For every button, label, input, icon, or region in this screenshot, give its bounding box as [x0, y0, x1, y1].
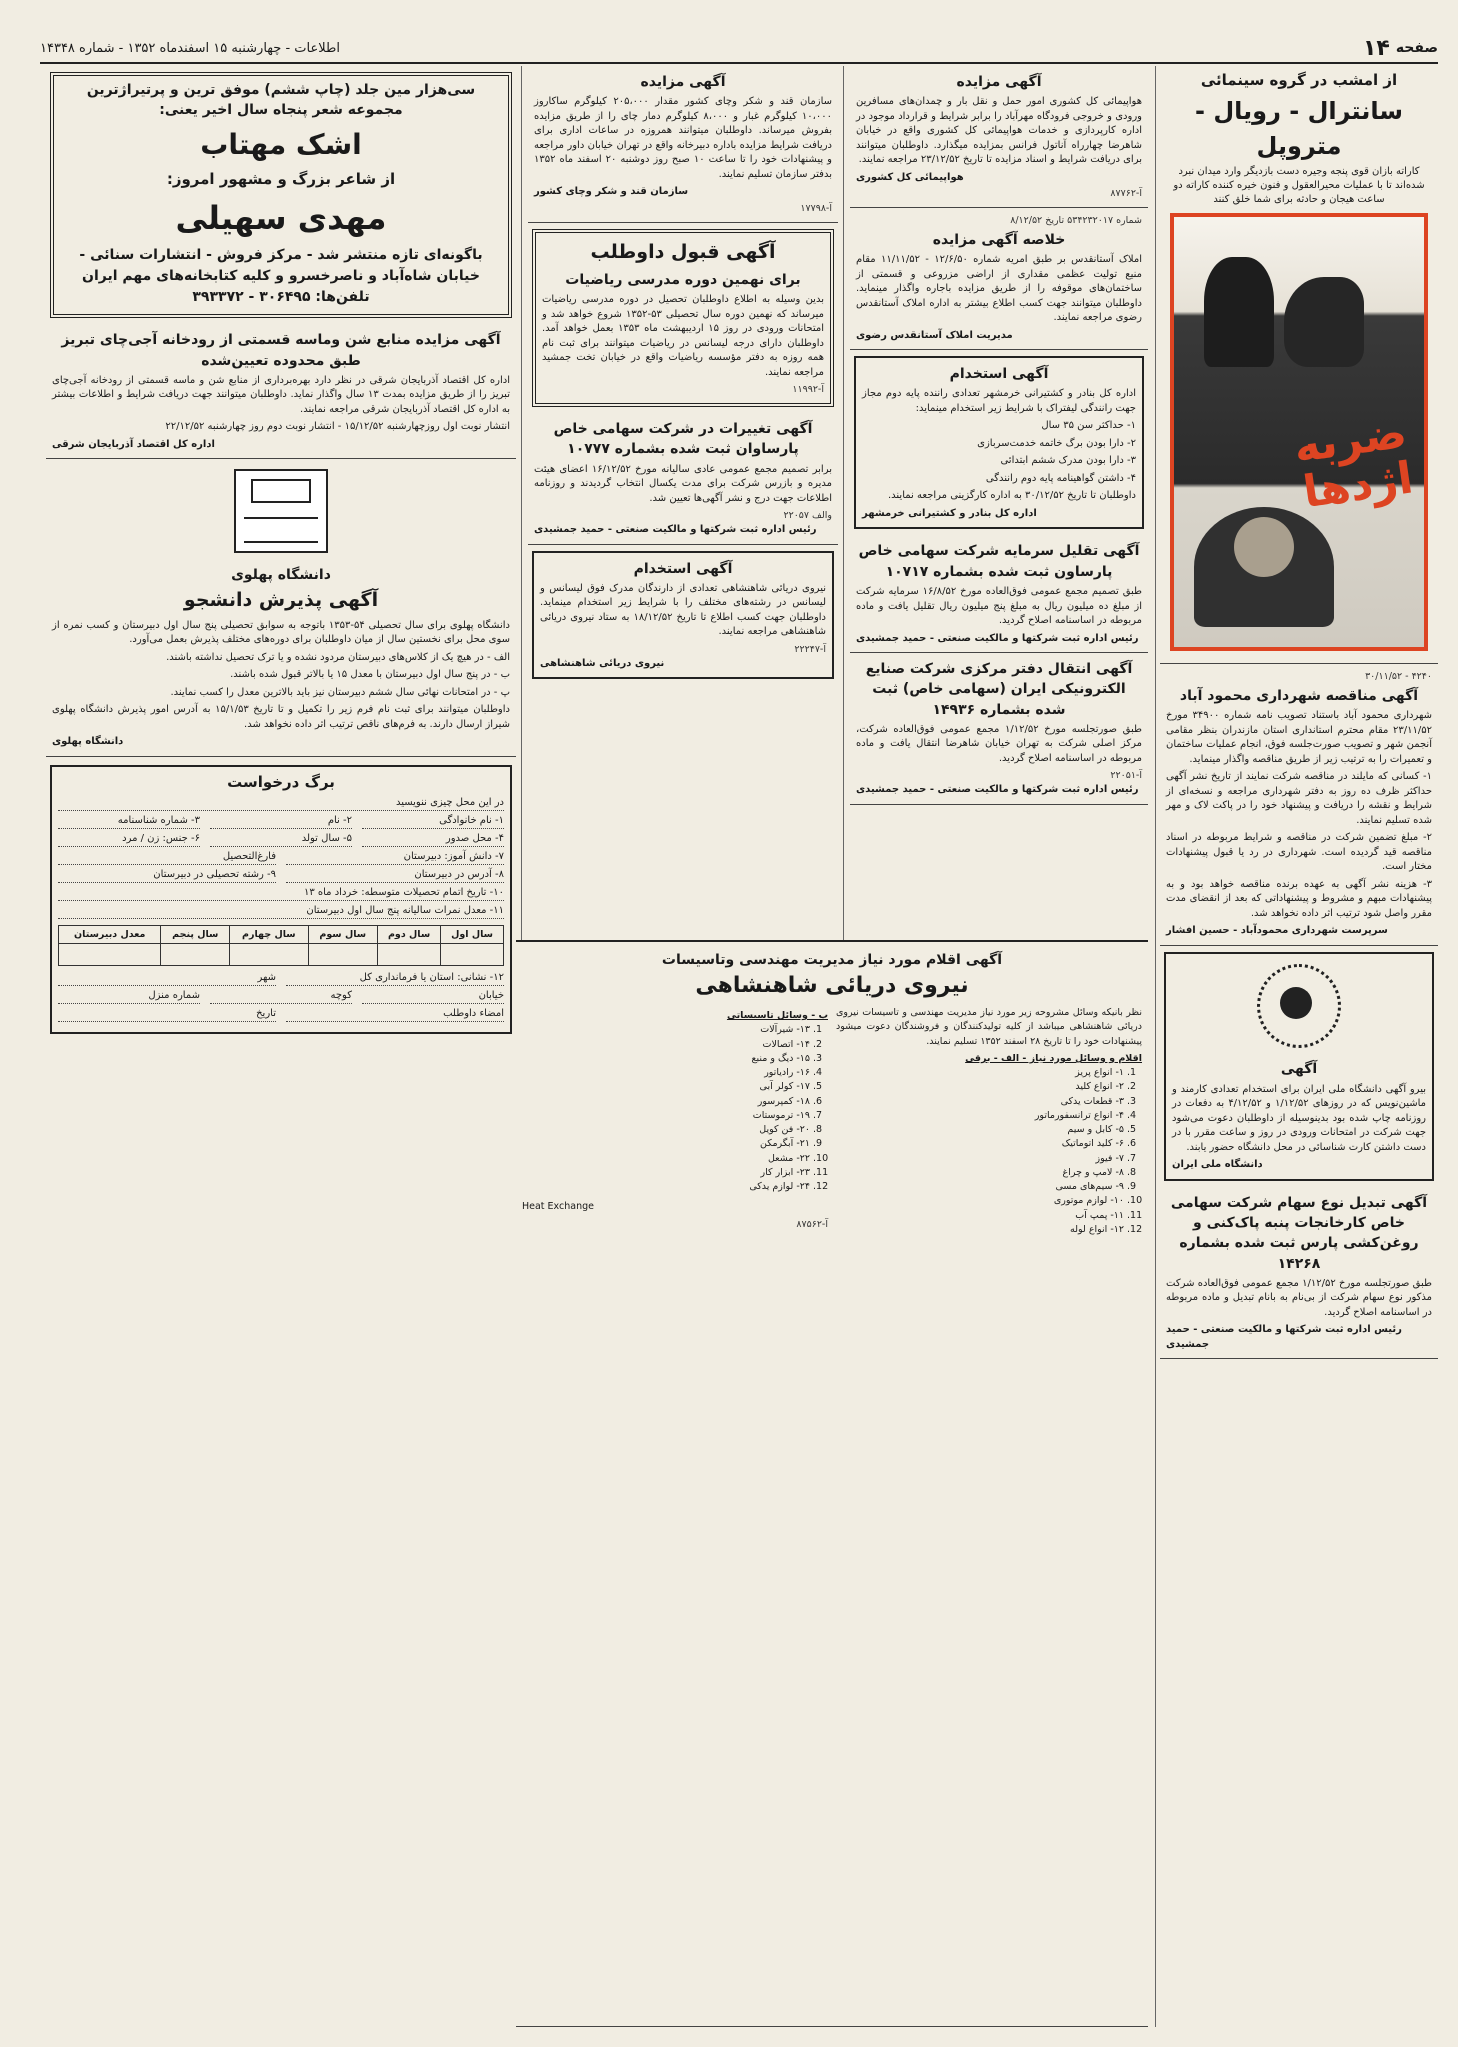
list-item: 5. ۱۷- کولر آبی	[522, 1080, 810, 1094]
list-item: ۳- دارا بودن مدرک ششم ابتدائی	[1000, 455, 1136, 467]
ad-title: آگهی انتقال دفتر مرکزی شرکت صنایع الکترونیکی ایران (سهامی خاص) ثبت شده بشماره ۱۴۹۳۶	[865, 661, 1133, 718]
ad-signature: رئیس اداره ثبت شرکتها و مالکیت صنعتی - حمید جمشیدی	[856, 784, 1139, 796]
ad-body: نظر بانیکه وسائل مشروحه زیر مورد نیاز مدیریت مهندسی و تاسیسات نیروی دریائی شاهنشاهی میباشد از کلیه تولیدکنندگان و فروشندگان دعوت میشود پیشنهادات خود را تا تاریخ ۲۸ اسفند ۱۳۵۲ تسلیم نمایند.	[836, 1007, 1142, 1047]
book-sales: باگونه‌ای تازه منتشر شد - مرکز فروش - انتشارات سنائی - خیابان شاه‌آباد و ناصرخسرو و کلیه کتابخانه‌های مهم ایران	[79, 247, 483, 285]
ad-ref: آ-۱۷۷۹۸	[800, 202, 832, 214]
book-ad	[50, 72, 512, 318]
grades-header: سال اول	[441, 925, 504, 943]
list-item: 1. ۱- انواع پریز	[836, 1066, 1124, 1080]
ad-signature: دانشگاه ملی ایران	[1172, 1159, 1263, 1171]
list-item: 7. ۱۹- ترموستات	[522, 1109, 810, 1123]
math-school-ad	[532, 229, 834, 408]
list-item: 10. ۱۰- لوازم موتوری	[836, 1194, 1124, 1208]
street-field[interactable]: خیابان	[362, 990, 504, 1004]
ad-ref: آ-۱۱۹۹۲	[792, 384, 824, 396]
ad-signature: رئیس اداره ثبت شرکتها و مالکیت صنعتی - حمید جمشیدی	[856, 632, 1139, 644]
list-item: 4. ۱۶- رادیاتور	[522, 1066, 810, 1080]
ad-signature: مدیریت املاک آستانقدس رضوی	[856, 329, 1013, 341]
ad-body: الف - در هیچ یک از کلاس‌های دبیرستان مردود نشده و یا ترک تحصیل نداشته باشند.	[166, 651, 510, 663]
grades-table	[58, 925, 504, 966]
ad-body: طبق صورتجلسه مورخ ۱/۱۲/۵۲ مجمع عمومی فوق‌العاده شرکت، مرکز اصلی شرکت به تهران خیابان شاهرضا انتقال یافت و ماده مربوطه در اساسنامه اصلاح گردید.	[856, 723, 1142, 764]
house-number-field[interactable]: شماره منزل	[58, 990, 200, 1004]
grade-cell[interactable]	[308, 943, 377, 965]
list-item: 5. ۵- کابل و سیم	[836, 1123, 1124, 1137]
ad-body: هواپیمائی کل کشوری امور حمل و نقل بار و چمدان‌های مسافرین ورودی و خروجی فرودگاه مهرآباد را برابر شرایط و قرارداد موجود در اداره کارپردازی و خدمات هواپیمائی کل کشوری واقع در خیابان شاهرضا چهارراه آناتول فرانس بمزایده میگذارد. داوطلبان میتوانند برای دریافت شرایط و اسناد مزایده تا تاریخ ۲۳/۱۲/۵۲ مراجعه نمایند.	[856, 96, 1142, 166]
grades-label: ۱۱- معدل نمرات سالیانه پنج سال اول دبیرستان	[58, 905, 504, 919]
form-title: برگ درخواست	[227, 772, 335, 791]
university-logo-icon	[234, 469, 328, 553]
firstname-field[interactable]: ۲- نام	[210, 815, 352, 829]
grade-cell[interactable]	[230, 943, 309, 965]
list-item: 3. ۳- قطعات یدکی	[836, 1095, 1124, 1109]
ad-ref: آ-۸۷۷۶۲	[1110, 188, 1142, 200]
grade-cell[interactable]	[441, 943, 504, 965]
ad-body: طبق تصمیم مجمع عمومی فوق‌العاده مورخ ۱۶/۸/۵۲ سرمایه شرکت از مبلغ ده میلیون ریال به مبلغ پنج میلیون ریال تقلیل یافت و ماده مربوطه در اساسنامه اصلاح گردید.	[856, 586, 1143, 627]
ad-title: آگهی	[1280, 1061, 1318, 1078]
movie-poster	[1170, 213, 1428, 651]
list-heading: اقلام و وسائل مورد نیاز - الف - برقی	[965, 1052, 1142, 1064]
grade-cell[interactable]	[59, 943, 161, 965]
movie-description: کاراته بازان قوی پنجه وجیره دست بازدیگر وارد میدان نبرد شده‌اند تا با عملیات محیرالعقول و فنون خیره کننده کاراته دو ساعت هیجان و حادثه برای شما خلق کنند	[1173, 166, 1425, 206]
ad-title: آگهی پذیرش دانشجو	[183, 589, 379, 612]
list-item: 9. ۹- سیم‌های مسی	[836, 1180, 1124, 1194]
ad-signature: سرپرست شهرداری محمودآباد - حسین افشار	[1166, 925, 1388, 937]
list-item: 2. ۲- انواع کلید	[836, 1080, 1124, 1094]
application-form	[50, 765, 512, 1034]
university-ad	[46, 459, 516, 756]
graduate-field[interactable]: فارغ‌التحصیل	[58, 851, 276, 865]
id-number-field[interactable]: ۳- شماره شناسنامه	[58, 815, 200, 829]
navy-list-right	[836, 1006, 1142, 1237]
ad-signature: نیروی دریائی شاهنشاهی	[540, 657, 665, 669]
ad-signature: دانشگاه پهلوی	[52, 736, 124, 748]
actor-face	[1234, 517, 1294, 577]
ad-body: شهرداری محمود آباد باستناد تصویب نامه شماره ۳۴۹۰۰ مورخ ۲۳/۱۱/۵۲ مقام محترم استانداری استان مازندران بنظر مقامی آنجمن شهر و تصویب صورت‌جلسه فوق، انجام عملیات ساختمان و تعمیرات را به ترتیب زیر از طریق مناقصه واگذار مینماید.	[1166, 710, 1432, 765]
issue-place-field[interactable]: ۴- محل صدور	[362, 833, 504, 847]
grades-header: سال سوم	[308, 925, 377, 943]
changes-pasavan-ad	[528, 413, 838, 544]
ad-body: ۳- هزینه نشر آگهی به عهده برنده مناقصه خواهد بود و به پیشنهادات مبهم و مشروط و پیشنهاداتی که بعد از انقضای مدت مقرر واصل شود ترتیب اثر داده نخواهد شد.	[1166, 878, 1432, 919]
list-item: 3. ۱۵- دیگ و منبع	[522, 1052, 810, 1066]
capital-change-ad	[850, 535, 1148, 653]
fighter-figure	[1284, 277, 1364, 367]
ad-title: آگهی مناقصه شهرداری محمود آباد	[1179, 688, 1419, 705]
date-field[interactable]: تاریخ	[58, 1008, 276, 1022]
ad-title: آگهی مزایده	[956, 74, 1042, 90]
issue-line: اطلاعات - چهارشنبه ۱۵ اسفندماه ۱۳۵۲ - شماره ۱۴۳۴۸	[40, 40, 340, 56]
list-item: ۴- داشتن گواهینامه پایه دوم رانندگی	[985, 472, 1136, 484]
ad-signature: اداره کل اقتصاد آذربایجان شرقی	[52, 438, 215, 450]
list-item: 2. ۱۴- اتصالات	[522, 1038, 810, 1052]
ad-ref: آ-۸۷۵۶۲	[796, 1218, 828, 1230]
list-item: 8. ۸- لامپ و چراغ	[836, 1166, 1124, 1180]
list-item: 6. ۱۸- کمپرسور	[522, 1095, 810, 1109]
ad-body: سازمان قند و شکر وچای کشور مقدار ۲۰۵،۰۰۰ کیلوگرم ساکاروز ۱۰،۰۰۰ کیلوگرم غبار و ۸،۰۰۰ کیلوگرم دمار چای را از طریق مزایده بفروش میرساند. داوطلبان میتوانند همروزه در ساعات اداری برای دریافت شرایط مزایده باداره دبیرخانه واقع در تهران خیابان داور مراجعه و پیشنهادات خود را تا ساعت ۱۰ صبح روز دوشنبه ۲۰ اسفند ماه ۱۳۵۲ بدفتر سازمان تسلیم نمایند.	[534, 96, 832, 180]
list-item: 1. ۱۳- شیرآلات	[522, 1023, 810, 1037]
ad-signature: سازمان قند و شکر وچای کشور	[534, 186, 689, 198]
surname-field[interactable]: ۱- نام خانوادگی	[362, 815, 504, 829]
ad-body: بدین وسیله به اطلاع داوطلبان تحصیل در دوره مدرسی ریاضیات میرساند که نهمین دوره سال تحصیلی ۵۳-۱۳۵۲ شروع خواهد شد و امتحانات ورودی در روز ۱۵ اردیبهشت ماه ۱۳۵۳ بعمل خواهد آمد. داوطلبان دارای درجه لیسانس در ریاضیات میتوانند برای ثبت نام همه روزه به دفتر مؤسسه ریاضیات واقع در خیابان تخت جمشید مراجعه نمایند.	[542, 294, 824, 378]
office-use-field: در این محل چیزی ننویسید	[58, 797, 504, 811]
ad-title: آگهی تقلیل سرمایه شرکت سهامی خاص پارساون ثبت شده بشماره ۱۰۷۱۷	[858, 543, 1140, 580]
ad-subtitle: برای نهمین دوره مدرسی ریاضیات	[565, 272, 801, 289]
bank-ad	[1164, 952, 1434, 1181]
ad-body: ۲- مبلغ تضمین شرکت در مناقصه و شرایط مربوطه در اسناد مناقصه قید گردیده است. شهرداری در رد یا قبول پیشنهادات مختار است.	[1166, 832, 1432, 873]
alley-field[interactable]: کوچه	[210, 990, 352, 1004]
list-item: ۲- دارا بودن برگ خاتمه خدمت‌سربازی	[977, 437, 1136, 449]
ad-body: اداره کل اقتصاد آذربایجان شرقی در نظر دارد بهره‌برداری از منابع شن و ماسه قسمتی از رودخانه آجی‌چای تبریز را از طریق مزایده بمدت ۱۳ سال واگذار نماید. داوطلبان میتوانند جهت دریافت شرایط و اطلاعات بیشتر به اداره کل اقتصاد آذربایجان شرقی مراجعه نمایند.	[52, 374, 510, 415]
province-field[interactable]: ۱۲- نشانی: استان یا فرمانداری کل	[286, 972, 504, 986]
ad-title: خلاصه آگهی مزایده	[932, 231, 1066, 248]
footer-term: Heat Exchange	[522, 1201, 594, 1213]
ad-title: آگهی استخدام	[949, 366, 1049, 383]
ad-body: پ - در امتحانات نهائی سال ششم دبیرستان نیز باید بالاترین معدل را کسب نمایند.	[170, 686, 510, 698]
ad-body: املاک آستانقدس بر طبق امریه شماره ۱۲/۶/۵۰ - ۱۱/۱۱/۵۲ مقام منیع تولیت عظمی مقداری از اراضی مزروعی و قسمتی از ساختمان‌های موقوفه را از طریق مزایده باجاره واگذار مینماید. داوطلبان میتوانند جهت کسب اطلاع بیشتر به اداره املاک آستانقدس رضوی مراجعه نمایند.	[856, 254, 1142, 324]
ad-body: اداره کل بنادر و کشتیرانی خرمشهر تعدادی راننده پایه دوم مجاز جهت رانندگی لیفتراک با شرایط زیر استخدام مینماید:	[862, 388, 1136, 414]
company-change-ad	[1160, 1187, 1438, 1360]
bank-logo-icon	[1257, 964, 1341, 1048]
transfer-ad	[850, 653, 1148, 805]
ad-body: برابر تصمیم مجمع عمومی عادی سالیانه مورخ ۱۶/۱۲/۵۲ اعضای هیئت مدیره و بازرس شرکت برای مدت یکسال انتخاب گردیدند و روزنامه اطلاعات جهت درج و نشر آگهی‌ها تعیین شد.	[534, 463, 833, 504]
grades-header: سال پنجم	[161, 925, 230, 943]
book-phone: تلفن‌ها: ۳۰۶۴۹۵ - ۳۹۳۳۷۲	[192, 289, 370, 306]
movie-intro: از امشب در گروه سینمائی	[1200, 71, 1398, 89]
column-divider	[1155, 66, 1156, 2027]
sand-auction-ad	[46, 324, 516, 459]
grades-header: سال دوم	[377, 925, 440, 943]
list-item: 9. ۲۱- آبگرمکن	[522, 1137, 810, 1151]
ad-body: بیرو آگهی دانشگاه ملی ایران برای استخدام تعدادی کارمند و ماشین‌نویس که در روزهای ۱/۱۲/۵۲ و ۴/۱۲/۵۲ به دفعات در روزنامه چاپ شده بود بدینوسیله از داوطلبان دعوت می‌شود جهت شرکت در امتحانات ورودی در روز و ساعت مقرر با در دست داشتن کارت شناسائی در محل دانشگاه حضور یابند.	[1172, 1083, 1426, 1153]
list-heading: ب - وسائل تاسیساتی	[726, 1010, 828, 1022]
employment-port-ad	[854, 356, 1144, 529]
list-item: 12. ۱۲- انواع لوله	[836, 1223, 1124, 1237]
ad-ref: والف ۲۲۰۵۷	[783, 510, 832, 522]
ad-signature: هواپیمائی کل کشوری	[856, 171, 964, 183]
birth-year-field[interactable]: ۵- سال تولد	[210, 833, 352, 847]
book-intro: سی‌هزار مین جلد (چاپ ششم) موفق ترین و پرتیراژترین مجموعه شعر پنجاه سال اخیر یعنی:	[86, 82, 476, 119]
university-name: دانشگاه پهلوی	[231, 566, 331, 583]
ad-ref: شماره ۵۳۴۲۳۲۰۱۷ تاریخ ۸/۱۲/۵۲	[1010, 215, 1142, 227]
ad-title: آگهی استخدام	[633, 560, 733, 577]
page-label-text: صفحه	[1395, 40, 1438, 56]
ad-body: دانشگاه پهلوی برای سال تحصیلی ۵۴-۱۳۵۳ باتوجه به سوابق تحصیلی پنج سال اول دبیرستان و کسب نمره از سوی محل برای نخستین سال از میان داوطلبان برای دوره‌های مختلف پذیرش بعمل می‌آورد.	[52, 619, 510, 646]
ad-title: آگهی مزایده منابع شن وماسه قسمتی از رودخانه آجی‌چای تبریز طبق محدوده تعیین‌شده	[61, 332, 501, 369]
list-item: 8. ۲۰- فن کویل	[522, 1123, 810, 1137]
ad-title: آگهی تبدیل نوع سهام شرکت سهامی خاص کارخانجات پنبه پاک‌کنی و روغن‌کشی پارس ثبت شده بشماره ۱۴۲۶۸	[1170, 1194, 1428, 1272]
ad-body: داوطلبان میتوانند برای ثبت نام فرم زیر را تکمیل و تا تاریخ ۱۵/۱/۵۳ به آدرس امور پذیرش دانشگاه پهلوی شیراز ارسال دارند. به فرم‌های ناقص ترتیب اثر داده نخواهد شد.	[52, 704, 510, 730]
ad-signature: اداره کل بنادر و کشتیرانی خرمشهر	[862, 507, 1037, 519]
navy-items-ad	[516, 940, 1148, 2027]
list-item: 12. ۲۴- لوازم یدکی	[522, 1180, 810, 1194]
column-left	[46, 66, 516, 2027]
ad-body: طبق صورتجلسه مورخ ۱/۱۲/۵۲ مجمع عمومی فوق‌العاده شرکت مذکور نوع سهام شرکت از بی‌نام به بانام تبدیل و ماده مربوطه در اساسنامه اصلاح گردید.	[1166, 1277, 1432, 1318]
school-address-field[interactable]: ۸- آدرس در دبیرستان	[286, 869, 504, 883]
fighter-figure	[1204, 257, 1274, 367]
page-number: ۱۴	[1362, 35, 1390, 61]
list-item: 7. ۷- فیوز	[836, 1152, 1124, 1166]
movie-ad	[1160, 66, 1438, 664]
ad-body: نیروی دریائی شاهنشاهی تعدادی از دارندگان مدرک فوق لیسانس و لیسانس در رشته‌های مختلف را با شرایط زیر استخدام مینماید. داوطلبان جهت کسب اطلاع تا تاریخ ۱۸/۱۲/۵۲ به ستاد نیروی دریائی شاهنشاهی مراجعه نمایند.	[540, 582, 826, 638]
student-status-field[interactable]: ۷- دانش آموز: دبیرستان	[286, 851, 504, 865]
grades-header: سال چهارم	[230, 925, 309, 943]
ad-title: آگهی مزایده	[640, 74, 726, 90]
grade-cell[interactable]	[377, 943, 440, 965]
list-item: 10. ۲۲- مشعل	[522, 1152, 810, 1166]
ad-ref: ۴۲۴۰ - ۳۰/۱۱/۵۲	[1365, 671, 1432, 683]
ad-body: ب - در پنج سال اول دبیرستان با معدل ۱۵ یا بالاتر قبول شده باشند.	[230, 669, 510, 681]
auction-air-ad	[850, 66, 1148, 208]
navy-list-left	[522, 1006, 828, 1237]
ad-body: ۱- کسانی که مایلند در مناقصه شرکت نمایند از تاریخ نشر آگهی حداکثر ظرف ده روز به دفتر شهرداری مراجعه و نسخه‌ای از شرایط و نقشه را دریافت و پیشنهاد خود را در پاکت لاک و مهر شده تسلیم نمایند.	[1166, 771, 1432, 826]
ad-signature: رئیس اداره ثبت شرکتها و مالکیت صنعتی - حمید جمشیدی	[534, 524, 817, 536]
signature-field[interactable]: امضاء داوطلب	[286, 1008, 504, 1022]
book-title: اشک مهتاب	[200, 127, 362, 161]
ad-notice: انتشار نوبت اول روزچهارشنبه ۱۵/۱۲/۵۲ - انتشار نوبت دوم روز چهارشنبه ۲۲/۱۲/۵۲	[165, 421, 510, 433]
masthead	[40, 34, 1438, 64]
list-item: ۱- حداکثر سن ۳۵ سال	[1041, 420, 1136, 432]
employment-navy-ad	[532, 551, 834, 680]
gender-field[interactable]: ۶- جنس: زن / مرد	[58, 833, 200, 847]
grade-cell[interactable]	[161, 943, 230, 965]
auction-summary-ad	[850, 208, 1148, 350]
column-right	[1160, 66, 1438, 2027]
ad-ref: آ-۲۲۰۵۱	[1110, 770, 1142, 782]
ad-subtitle: نیروی دریائی شاهنشاهی	[695, 973, 969, 999]
cinema-names: سانترال - رویال - متروپل	[1195, 96, 1403, 160]
ad-title: آگهی اقلام مورد نیاز مدیریت مهندسی وتاسیسات	[661, 952, 1003, 968]
list-item: 4. ۴- انواع ترانسفورماتور	[836, 1109, 1124, 1123]
page-label	[1363, 36, 1438, 61]
ad-title: آگهی تغییرات در شرکت سهامی خاص پارساوان ثبت شده بشماره ۱۰۷۷۷	[553, 421, 813, 458]
book-author-intro: از شاعر بزرگ و مشهور امروز:	[166, 170, 396, 189]
grades-header: معدل دبیرستان	[59, 925, 161, 943]
ad-title: آگهی قبول داوطلب	[590, 240, 776, 263]
ad-ref: آ-۲۲۲۴۷	[794, 643, 826, 655]
list-item: 11. ۱۱- پمپ آب	[836, 1209, 1124, 1223]
auction-tea-ad	[528, 66, 838, 223]
city-field[interactable]: شهر	[58, 972, 276, 986]
ad-body: داوطلبان تا تاریخ ۳۰/۱۲/۵۲ به اداره کارگزینی مراجعه نمایند.	[887, 490, 1136, 502]
ad-signature: رئیس اداره ثبت شرکتها و مالکیت صنعتی - حمید جمشیدی	[1166, 1324, 1402, 1350]
poster-title: ضربه اژدها	[1290, 407, 1417, 519]
book-author: مهدی سهیلی	[175, 198, 387, 237]
tender-mahmudabad	[1160, 664, 1438, 946]
list-item: 11. ۲۳- ابزار کار	[522, 1166, 810, 1180]
list-item: 6. ۶- کلید اتوماتیک	[836, 1137, 1124, 1151]
major-field[interactable]: ۹- رشته تحصیلی در دبیرستان	[58, 869, 276, 883]
graduation-date-field[interactable]: ۱۰- تاریخ اتمام تحصیلات متوسطه: خرداد ماه ۱۳	[58, 887, 504, 901]
